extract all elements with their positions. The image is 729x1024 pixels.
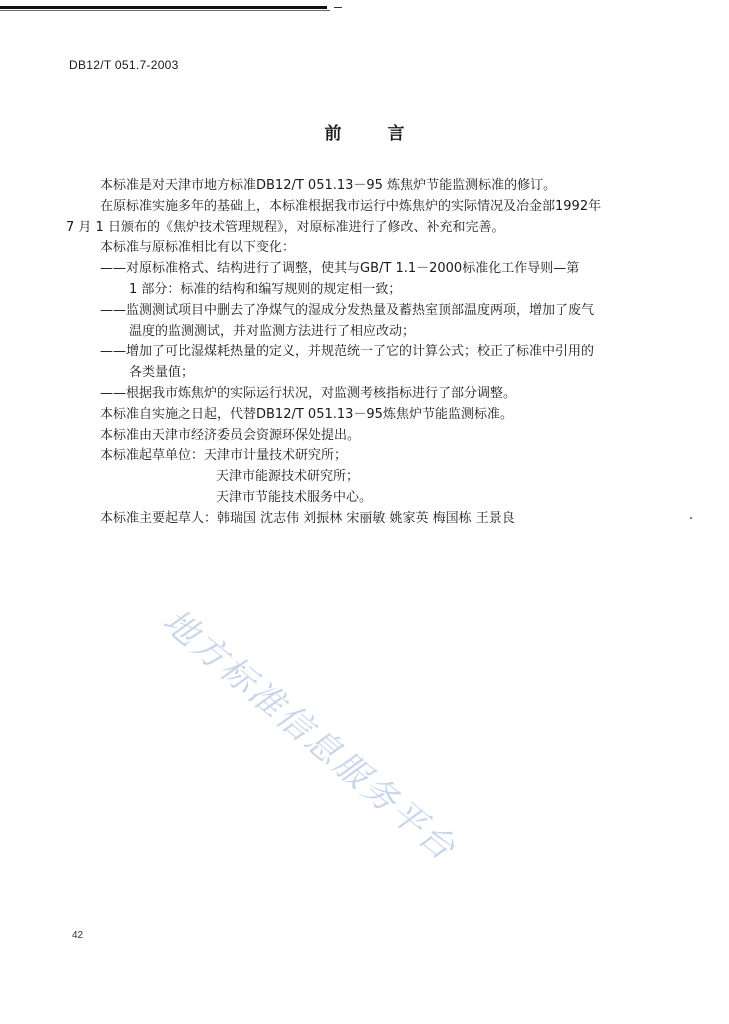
document-code: DB12/T 051.7-2003 [69,58,179,72]
drafting-unit-line: 天津市能源技术研究所； [216,469,360,485]
paragraph-line: 本标准自实施之日起，代替DB12/T 051.13－95炼焦炉节能监测标准。 [100,406,513,422]
preface-body [66,176,660,530]
paragraph-line: 本标准与原标准相比有以下变化： [100,240,296,256]
watermark: 地方标准信息服务平台 [155,601,465,870]
scan-speck [690,517,692,519]
list-item-dash: ——监测测试项目中删去了净煤气的湿成分发热量及蓄热室顶部温度两项，增加了废气 [100,302,595,318]
list-item-dash: ——根据我市炼焦炉的实际运行状况，对监测考核指标进行了部分调整。 [100,385,517,401]
scan-border-line-thin [0,10,330,11]
drafters-line: 本标准主要起草人：韩瑞国 沈志伟 刘振林 宋丽敏 姚家英 梅国栋 王景良 [100,510,515,526]
list-item-dash: ——对原标准格式、结构进行了调整，使其与GB/T 1.1－2000标准化工作导则—第 [100,261,580,277]
paragraph-line: 在原标准实施多年的基础上，本标准根据我市运行中炼焦炉的实际情况及冶金部1992年 [100,198,602,214]
list-item-continuation: 各类量值； [129,365,195,381]
paragraph-line: 本标准是对天津市地方标准DB12/T 051.13－95 炼焦炉节能监测标准的修订。 [100,178,557,193]
scan-border-dash [334,7,342,8]
scan-border-line [0,6,327,9]
page-title: 前 言 [324,124,425,144]
list-item-dash: ——增加了可比湿煤耗热量的定义，并规范统一了它的计算公式；校正了标准中引用的 [100,344,595,360]
paragraph-line: 本标准由天津市经济委员会资源环保处提出。 [100,427,361,443]
drafting-unit-line: 天津市节能技术服务中心。 [216,489,373,505]
list-item-continuation: 1 部分：标准的结构和编写规则的规定相一致； [129,281,402,297]
page-number: 42 [72,930,84,941]
drafting-unit-line: 本标准起草单位：天津市计量技术研究所； [100,448,348,464]
list-item-continuation: 温度的监测测试，并对监测方法进行了相应改动； [129,323,416,339]
paragraph-line: 7 月 1 日颁布的《焦炉技术管理规程》，对原标准进行了修改、补充和完善。 [66,219,505,235]
